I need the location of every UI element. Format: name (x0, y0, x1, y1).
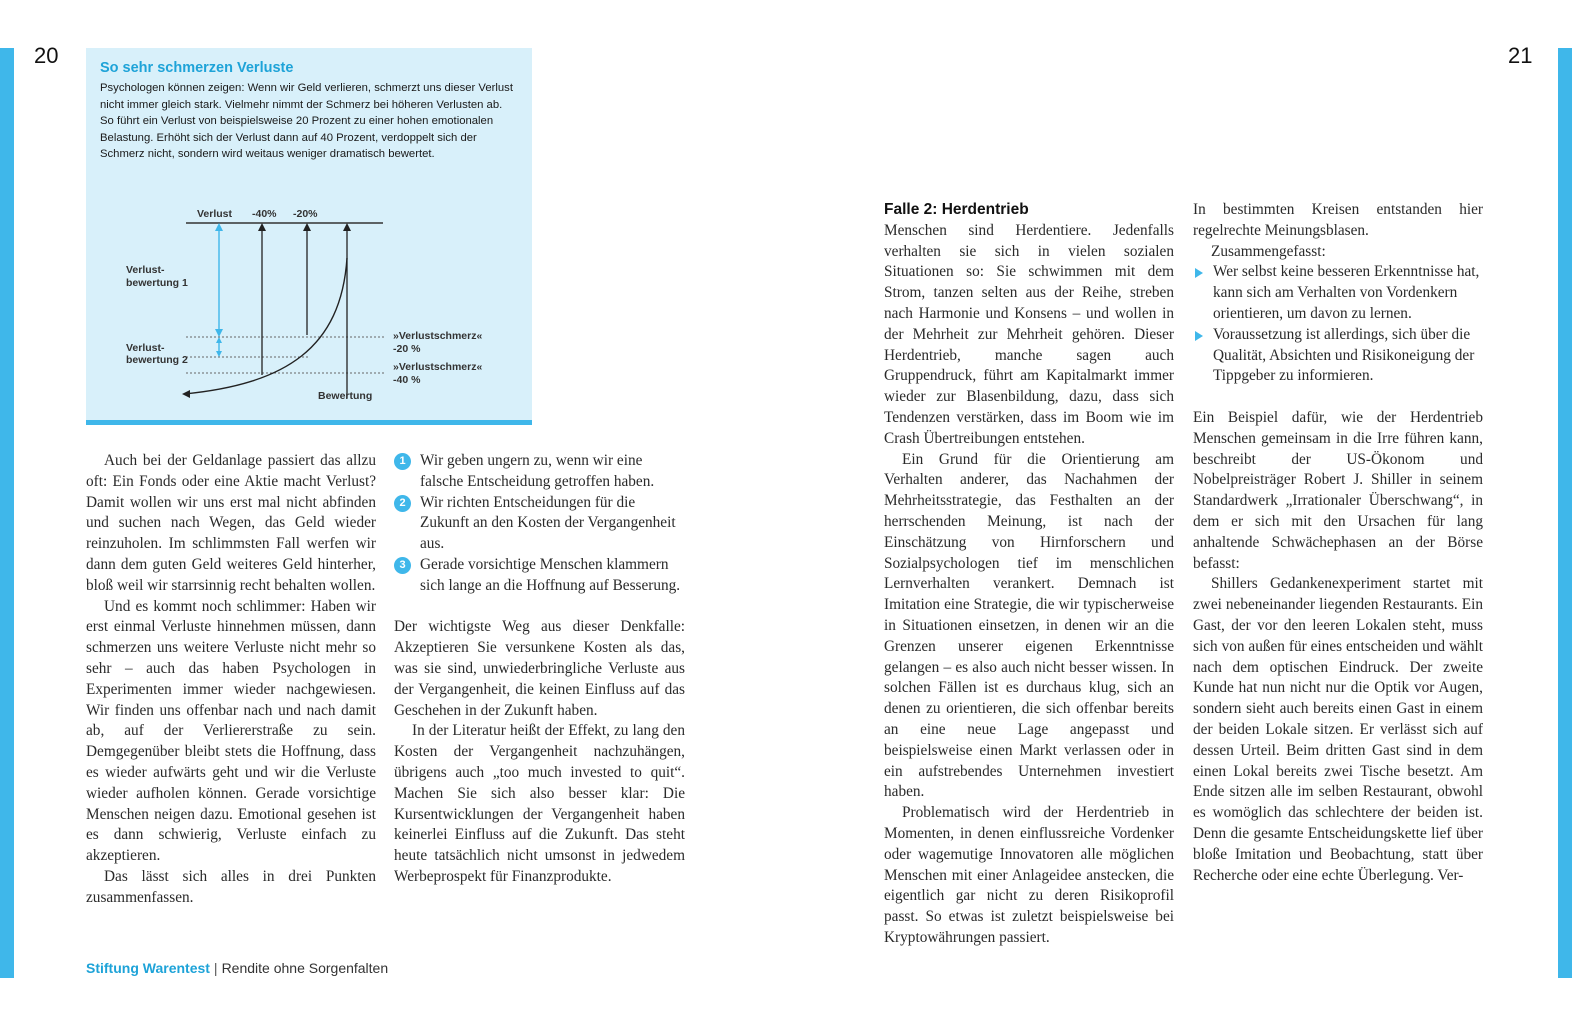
list-item-text: Gerade vorsichtige Menschen klammern sich lange an die Hoffnung auf Besserung. (420, 555, 681, 594)
bullet-list (1193, 262, 1483, 387)
label-bewertung2-l2: bewertung 2 (126, 354, 188, 366)
triangle-bullet-icon (1195, 268, 1203, 278)
label-bewertung: Bewertung (318, 390, 373, 402)
list-item (394, 555, 685, 597)
col4-paragraph-1: In bestimmten Kreisen entstanden hier regelrechte Meinungsblasen. (1193, 201, 1483, 239)
list-item (1193, 262, 1483, 324)
col1-paragraph-3: Das lässt sich alles in drei Punkten zusammenfassen. (86, 867, 376, 906)
label-schmerz20-l1: »Verlustschmerz« (393, 330, 483, 342)
label-schmerz20-l2: -20 % (393, 343, 421, 355)
label-minus20: -20% (293, 208, 318, 220)
footer-book-title: Rendite ohne Sorgenfalten (221, 960, 389, 976)
col2-paragraph-2: In der Literatur heißt der Effekt, zu lang den Kosten der Vergangenheit nachzuhängen, übrigens auch „too much invested to quit“. Machen Sie sich also besser klar: Die Kursentwicklungen der Vergangenheit haben keinerlei Einfluss auf die Zukunft. Das steht heute tatsächlich nicht umsonst in jedwedem Werbeprospekt für Finanzprodukte. (394, 722, 685, 885)
value-curve (184, 258, 347, 394)
page-footer (86, 960, 388, 976)
label-bewertung2-l1: Verlust- (126, 342, 165, 354)
section-heading: Falle 2: Herdentrieb (884, 201, 1029, 218)
column-3 (884, 200, 1174, 949)
column-1 (86, 451, 376, 909)
list-item (394, 451, 685, 493)
col3-paragraph-3: Problematisch wird der Herdentrieb in Momenten, in denen einflussreiche Vordenker oder wagemutige Innovatoren alle möglichen Menschen mit einer Anlageidee anstecken, die eigentlich gar nicht zu deren Risikoprofil passt. So etwas ist zuletzt beispielsweise bei Kryptowährungen passiert. (884, 804, 1174, 946)
list-item (394, 493, 685, 555)
col4-paragraph-2: Ein Beispiel dafür, wie der Herdentrieb Menschen gemeinsam in die Irre führen kann, beschreibt der US-Ökonom und Nobelpreisträger Robert J. Shiller in seinem Standardwerk „Irrationaler Überschwang“, in dem er sich mit den Ursachen für lang anhaltende Schwächephasen an der Börse befasst: (1193, 408, 1483, 572)
footer-separator: | (213, 960, 218, 976)
label-verlust: Verlust (197, 208, 233, 220)
number-badge: 2 (394, 495, 411, 512)
column-4 (1193, 200, 1483, 886)
list-item-text: Wir geben ungern zu, wenn wir eine falsche Entscheidung getroffen haben. (420, 452, 655, 490)
numbered-list (394, 451, 685, 597)
list-item-text: Wir richten Entscheidungen für die Zukunft an den Kosten der Vergangenheit aus. (420, 493, 676, 553)
loss-pain-diagram (86, 198, 532, 420)
list-item (1193, 325, 1483, 387)
col1-paragraph-1: Auch bei der Geldanlage passiert das allzu oft: Ein Fonds oder eine Aktie macht Verlust? Damit wollen wir uns erst mal nicht abfinden und suchen nach Wegen, das Geld wieder reinzuholen. Im schlimmsten Fall werfen wir dann dem guten Geld weiteres Geld hinterher, bloß weil wir starrsinnig recht behalten wollen. (86, 452, 376, 594)
col3-paragraph-1: Menschen sind Herdentiere. Jedenfalls verhalten sie sich in vielen sozialen Situationen so: Sie schwimmen mit dem Strom, tanzen selten aus der Reihe, streben nach Harmonie und Konsens – und wollen in der Mehrheit zur Mehrheit gehören. Dieser Herdentrieb, manche sagen auch Gruppendruck, führt am Kapitalmarkt immer wieder zur Blasenbildung, dazu, dass sich Tendenzen verstärken, dass im Boom wie im Crash Übertreibungen entstehen. (884, 221, 1174, 447)
info-box (86, 48, 532, 425)
col4-paragraph-3: Shillers Gedankenexperiment startet mit zwei nebeneinander liegenden Restaurants. Ein Gast, der vor den leeren Lokalen steht, muss sich von außen für eines entscheiden und wählt nach dem optischen Eindruck. Der zweite Kunde hat nun nicht nur die Optik vor Augen, sondern sieht auch bereits einen Gast in einem der beiden Lokale sitzen. Er verlässt sich auf dessen Urteil. Beim dritten Gast sind in dem einen Lokal bereits zwei Tische besetzt. Am Ende sitzen alle im selben Restaurant, obwohl es womöglich das schlechtere der beiden ist. Denn die gesamte Entscheidungskette lief über bloße Imitation und Beobachtung, statt über Recherche oder eine echte Überlegung. Ver- (1193, 575, 1483, 884)
page-number-right: 21 (1508, 43, 1533, 68)
label-bewertung1-l1: Verlust- (126, 264, 165, 276)
number-badge: 1 (394, 453, 411, 470)
column-2 (394, 451, 685, 888)
right-edge-bar (1558, 48, 1572, 978)
info-box-title: So sehr schmerzen Verluste (100, 60, 294, 76)
label-bewertung1-l2: bewertung 1 (126, 277, 188, 289)
left-edge-bar (0, 48, 14, 978)
col3-paragraph-2: Ein Grund für die Orientierung am Verhalten anderer, das Nachahmen der Mehrheitsstrategie, das Festhalten an der herrschenden Meinung, ist nach der Einschätzung von Hirnforschern und Sozialpsychologen tief im menschlichen Lernverhalten verankert. Demnach ist Imitation eine Strategie, die wir typischerweise in Situationen einsetzen, in denen wir an die Grenzen unserer eigenen Erkenntnisse gelangen – es also auch nicht besser wissen. In solchen Fällen ist es durchaus klug, sich an denen zu orientieren, die sich offenbar bereits an eine neue Lage angepasst und beispielsweise einen Markt verlassen oder in ein aufstrebendes Unternehmen investiert haben. (884, 450, 1174, 801)
page-number-left: 20 (34, 43, 59, 68)
info-box-text: Psychologen können zeigen: Wenn wir Geld verlieren, schmerzt uns dieser Verlust nicht immer gleich stark. Vielmehr nimmt der Schmerz bei höheren Verlusten ab. So führt ein Verlust von beispielsweise 20 Prozent zu einer hohen emotionalen Belastung. Erhöht sich der Verlust dann auf 40 Prozent, verdoppelt sich der Schmerz nicht, sondern wird weitaus weniger dramatisch bewertet. (100, 82, 513, 161)
col4-lead: Zusammengefasst: (1211, 242, 1326, 260)
label-schmerz40-l1: »Verlustschmerz« (393, 361, 483, 373)
footer-brand: Stiftung Warentest (86, 960, 210, 976)
col2-paragraph-1: Der wichtigste Weg aus dieser Denkfalle: Akzeptieren Sie versunkene Kosten als das, was sie sind, unwiederbringliche Verluste aus der Vergangenheit, die keinen Einfluss auf das Geschehen in der Zukunft haben. (394, 618, 685, 719)
col1-paragraph-2: Und es kommt noch schlimmer: Haben wir erst einmal Verluste hinnehmen müssen, dann schmerzen uns weitere Verluste nicht mehr so sehr – auch das haben Psychologen in Experimenten immer wieder nachgewiesen. Wir finden uns offenbar nach und nach damit ab, auf der Verliererstraße zu sein. Demgegenüber bleibt stets die Hoffnung, dass es wieder aufwärts geht und wir die Verluste wieder aufholen können. Gerade vorsichtige Menschen neigen dazu. Emotional gesehen ist es dann schwierig, Verluste einfach zu akzeptieren. (86, 597, 376, 865)
label-schmerz40-l2: -40 % (393, 374, 421, 386)
bullet-text: Voraussetzung ist allerdings, sich über die Qualität, Absichten und Risikoneigung der Tippgeber zu informieren. (1213, 325, 1475, 385)
triangle-bullet-icon (1195, 331, 1203, 341)
number-badge: 3 (394, 557, 411, 574)
bullet-text: Wer selbst keine besseren Erkenntnisse hat, kann sich am Verhalten von Vordenkern orientieren, um davon zu lernen. (1213, 263, 1480, 322)
label-minus40: -40% (252, 208, 277, 220)
